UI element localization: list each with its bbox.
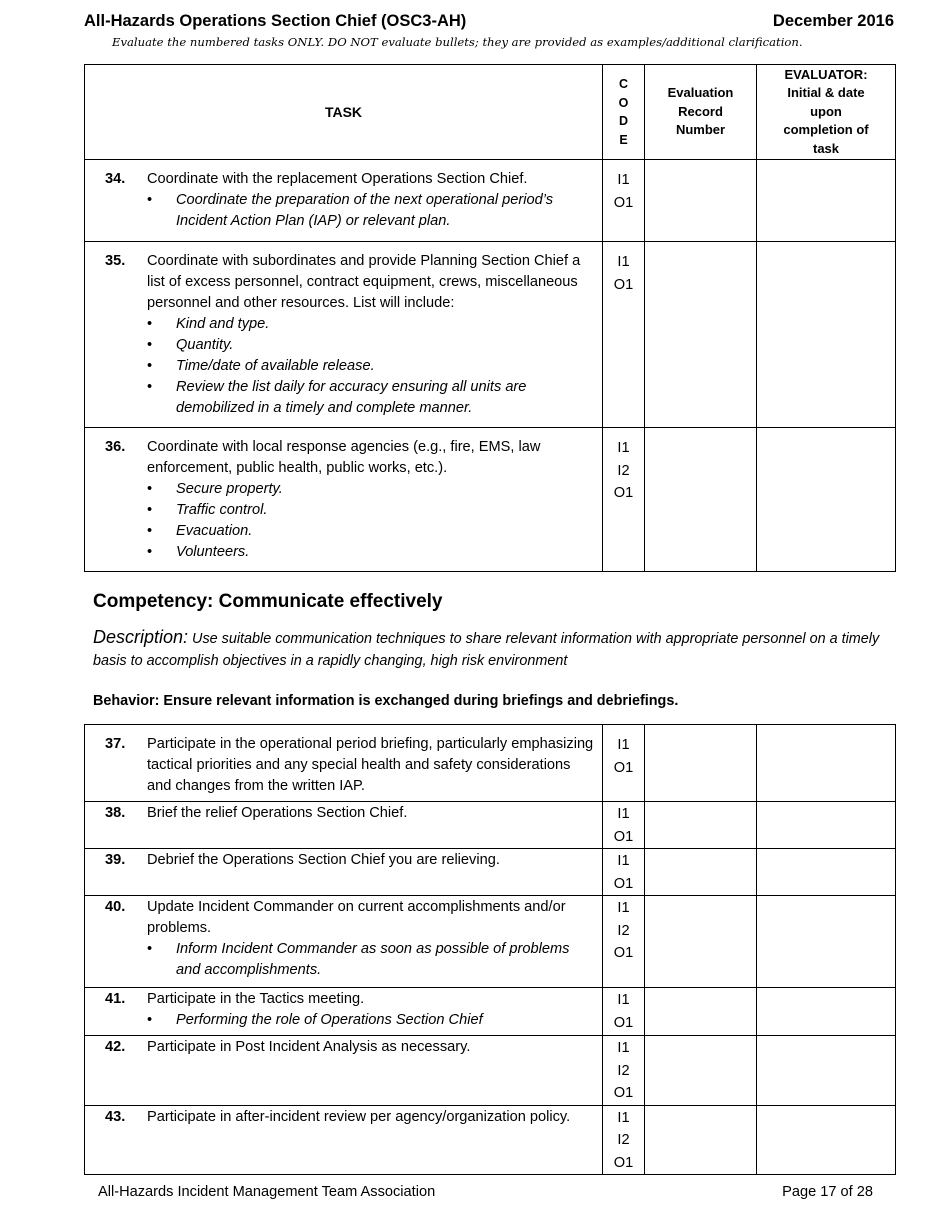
task-cell xyxy=(85,428,603,572)
task-cell xyxy=(85,1036,603,1106)
evaluation-record-cell[interactable] xyxy=(645,802,757,849)
task-bullets xyxy=(147,479,596,563)
code-value: I2 xyxy=(617,1062,630,1079)
code-value: O1 xyxy=(613,194,634,211)
code-cell xyxy=(603,802,645,849)
code-cell xyxy=(603,428,645,572)
task-row xyxy=(85,802,896,849)
task-text: Brief the relief Operations Section Chief. xyxy=(147,805,408,821)
competency-description xyxy=(93,626,883,672)
code-value: I1 xyxy=(617,172,630,188)
description-label: Description: xyxy=(93,627,189,647)
code-value: O1 xyxy=(613,759,634,776)
evaluator-signoff-cell[interactable] xyxy=(757,896,896,988)
header-code-letter: D xyxy=(618,114,629,128)
code-value: O1 xyxy=(613,1085,634,1101)
description-text: Use suitable communication techniques to share relevant information with appropriate personnel on a timely basis to accomplish objectives in a rapidly changing, high risk environment xyxy=(93,631,880,669)
task-number: 39. xyxy=(105,852,126,868)
task-row xyxy=(85,428,896,572)
evaluator-signoff-cell[interactable] xyxy=(757,1036,896,1106)
task-cell xyxy=(85,242,603,428)
code-value: I2 xyxy=(617,462,630,479)
code-value: I1 xyxy=(617,440,630,456)
evaluation-record-cell[interactable] xyxy=(645,725,757,802)
task-text: Participate in after-incident review per agency/organization policy. xyxy=(147,1108,571,1125)
code-value: O1 xyxy=(613,945,634,961)
task-bullet: • Coordinate the preparation of the next operational period’s Incident Action Plan (IAP) or relevant plan. xyxy=(147,190,596,232)
evaluation-record-cell[interactable] xyxy=(645,242,757,428)
competency-title: Competency: Communicate effectively xyxy=(93,591,443,612)
code-cell xyxy=(603,896,645,988)
header-evaluator xyxy=(757,65,896,160)
task-bullet: • Volunteers. xyxy=(147,542,596,563)
task-row xyxy=(85,1036,896,1106)
task-bullet: • Traffic control. xyxy=(147,500,596,521)
code-cell xyxy=(603,849,645,896)
code-value: O1 xyxy=(613,276,634,293)
task-text: Coordinate with the replacement Operations Section Chief. xyxy=(147,171,528,187)
task-number: 42. xyxy=(105,1039,126,1055)
task-bullets xyxy=(147,1010,596,1031)
task-bullet: • Secure property. xyxy=(147,479,596,500)
task-row xyxy=(85,896,896,988)
evaluation-record-cell[interactable] xyxy=(645,1105,757,1175)
task-row xyxy=(85,160,896,242)
task-row xyxy=(85,1105,896,1175)
task-rows-top xyxy=(85,160,896,572)
code-value: I1 xyxy=(617,254,630,270)
task-bullets xyxy=(147,190,596,232)
evaluation-instruction: Evaluate the numbered tasks ONLY. DO NOT evaluate bullets; they are provided as examples/additional clarification. xyxy=(112,35,803,49)
task-number: 35. xyxy=(105,253,126,269)
header-line: Evaluation xyxy=(667,85,734,101)
behavior-statement: Behavior: Ensure relevant information is exchanged during briefings and debriefings. xyxy=(93,693,679,709)
task-row xyxy=(85,849,896,896)
task-text: Update Incident Commander on current accomplishments and/or problems. xyxy=(147,899,566,936)
task-number: 34. xyxy=(105,171,126,187)
evaluation-record-cell[interactable] xyxy=(645,896,757,988)
evaluator-signoff-cell[interactable] xyxy=(757,1105,896,1175)
task-bullet: • Time/date of available release. xyxy=(147,356,596,377)
header-task: TASK xyxy=(85,65,603,160)
code-value: I2 xyxy=(617,922,630,939)
task-table-bottom xyxy=(84,724,896,1175)
task-number: 38. xyxy=(105,805,126,821)
code-value: O1 xyxy=(613,1014,634,1031)
code-value: O1 xyxy=(613,1154,634,1171)
code-cell xyxy=(603,988,645,1036)
task-row xyxy=(85,725,896,802)
task-cell xyxy=(85,160,603,242)
code-cell xyxy=(603,242,645,428)
footer-page-number: Page 17 of 28 xyxy=(782,1184,873,1200)
code-value: I1 xyxy=(617,853,630,869)
task-row xyxy=(85,242,896,428)
header-code xyxy=(603,65,645,160)
task-cell xyxy=(85,725,603,802)
task-cell xyxy=(85,896,603,988)
task-bullet: • Performing the role of Operations Section Chief xyxy=(147,1010,596,1031)
task-text: Participate in Post Incident Analysis as necessary. xyxy=(147,1039,471,1055)
task-text: Coordinate with local response agencies (e.g., fire, EMS, law enforcement, public health, public works, etc.). xyxy=(147,439,541,476)
code-value: O1 xyxy=(613,875,634,892)
task-bullet: • Kind and type. xyxy=(147,314,596,335)
task-text: Coordinate with subordinates and provide Planning Section Chief a list of excess personnel, contract equipment, crews, miscellaneous personnel and other resources. List will include: xyxy=(147,253,581,311)
task-bullet: • Evacuation. xyxy=(147,521,596,542)
code-value: I1 xyxy=(617,900,630,916)
evaluator-signoff-cell[interactable] xyxy=(757,242,896,428)
header-evaluation-record xyxy=(645,65,757,160)
evaluation-record-cell[interactable] xyxy=(645,1036,757,1106)
header-line: upon xyxy=(810,103,842,119)
task-bullet: • Review the list daily for accuracy ensuring all units are demobilized in a timely and complete manner. xyxy=(147,377,596,419)
header-code-letter: C xyxy=(618,77,629,91)
code-value: I1 xyxy=(617,1109,630,1126)
task-number: 37. xyxy=(105,736,126,752)
evaluator-signoff-cell[interactable] xyxy=(757,160,896,242)
code-value: I2 xyxy=(617,1132,630,1148)
code-cell xyxy=(603,1036,645,1106)
code-value: I1 xyxy=(617,806,630,822)
document-title: All-Hazards Operations Section Chief (OSC3-AH) xyxy=(84,12,467,30)
evaluator-signoff-cell[interactable] xyxy=(757,428,896,572)
task-bullets xyxy=(147,314,596,419)
task-number: 40. xyxy=(105,899,126,915)
evaluation-record-cell[interactable] xyxy=(645,988,757,1036)
header-line: Number xyxy=(675,122,726,138)
header-line: Initial & date xyxy=(787,85,865,101)
task-bullets xyxy=(147,939,596,981)
task-bullet: • Quantity. xyxy=(147,335,596,356)
evaluator-signoff-cell[interactable] xyxy=(757,988,896,1036)
task-text: Participate in the operational period briefing, particularly emphasizing tactical priorities and any special health and safety considerations and changes from the written IAP. xyxy=(147,736,594,794)
header-code-letter: E xyxy=(619,132,628,147)
document-date: December 2016 xyxy=(772,12,894,30)
code-cell xyxy=(603,1105,645,1175)
task-table-top xyxy=(84,64,896,572)
task-bullet: • Inform Incident Commander as soon as possible of problems and accomplishments. xyxy=(147,939,596,981)
header-line: Record xyxy=(678,103,723,119)
code-value: I1 xyxy=(617,992,630,1008)
code-cell xyxy=(603,160,645,242)
task-number: 43. xyxy=(105,1108,126,1125)
task-rows-bottom xyxy=(85,725,896,1175)
task-cell xyxy=(85,1105,603,1175)
task-cell xyxy=(85,802,603,849)
header-line: completion of xyxy=(783,122,869,138)
evaluator-signoff-cell[interactable] xyxy=(757,802,896,849)
header-line: EVALUATOR: xyxy=(784,66,868,82)
evaluator-signoff-cell[interactable] xyxy=(757,725,896,802)
code-value: I1 xyxy=(617,1040,630,1056)
code-value: I1 xyxy=(617,737,630,753)
code-value: O1 xyxy=(613,485,634,501)
task-text: Participate in the Tactics meeting. xyxy=(147,991,365,1007)
code-cell xyxy=(603,725,645,802)
evaluator-signoff-cell[interactable] xyxy=(757,849,896,896)
task-cell xyxy=(85,849,603,896)
task-cell xyxy=(85,988,603,1036)
code-value: O1 xyxy=(613,828,634,845)
task-row xyxy=(85,988,896,1036)
footer-organization: All-Hazards Incident Management Team Association xyxy=(98,1184,436,1200)
header-code-letter: O xyxy=(618,95,629,110)
task-number: 41. xyxy=(105,991,126,1007)
evaluation-record-cell[interactable] xyxy=(645,849,757,896)
task-number: 36. xyxy=(105,439,126,455)
task-text: Debrief the Operations Section Chief you are relieving. xyxy=(147,852,500,868)
evaluation-record-cell[interactable] xyxy=(645,160,757,242)
evaluation-record-cell[interactable] xyxy=(645,428,757,572)
header-line: task xyxy=(812,140,840,156)
